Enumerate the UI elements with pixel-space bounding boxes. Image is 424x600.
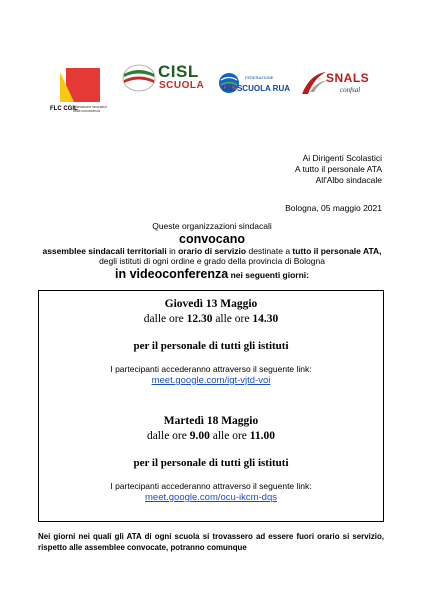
intro-text: destinate a [246, 245, 293, 256]
meeting-end-time: 14.30 [252, 313, 279, 325]
meeting-link[interactable]: meet.google.com/ocu-ikcm-dqs [145, 492, 277, 503]
footer-paragraph: Nei giorni nei quali gli ATA di ogni scuola si trovassero ad essere fuori orario si servizio, rispetto alle assemblee convocate, potranno comunque [38, 532, 384, 552]
flc-cgil-name: FLC CGIL [50, 106, 78, 112]
meeting-link-info: I partecipanti accederanno attraverso il seguente link: [110, 481, 312, 491]
meeting-audience: per il personale di tutti gli istituti [133, 457, 289, 469]
intro-paragraph [40, 221, 384, 281]
meeting-link-info: I partecipanti accederanno attraverso il seguente link: [110, 364, 312, 374]
meeting-block [39, 297, 383, 387]
addressee-line: Ai Dirigenti Scolastici [302, 153, 382, 163]
meeting-time-text: dalle ore [143, 313, 187, 325]
snals-subtitle: confsal [340, 86, 361, 94]
meeting-link[interactable]: meet.google.com/igt-vjtd-voi [151, 375, 271, 386]
flc-cgil-subtitle: federazione lavoratori della conoscenza [73, 105, 107, 113]
flc-cgil-mark-icon [60, 68, 100, 102]
meeting-day: Giovedì 13 Maggio [164, 298, 258, 310]
meeting-time-text: alle ore [209, 430, 250, 442]
snals-confsal-logo [300, 68, 380, 102]
intro-bold-text: orario di servizio [178, 245, 247, 256]
logos-row [0, 60, 424, 120]
meeting-block [39, 414, 383, 504]
uil-scuola-logo [218, 72, 298, 102]
flc-cgil-logo [50, 68, 120, 118]
intro-bold-text: tutto il personale ATA, [292, 245, 382, 256]
convocano-heading: convocano [179, 231, 245, 246]
snals-name: SNALS [326, 71, 370, 85]
meeting-end-time: 11.00 [249, 430, 276, 442]
intro-bold-text: nei seguenti giorni: [228, 269, 309, 280]
meeting-time [39, 429, 383, 443]
intro-body [40, 246, 384, 267]
meetings-box [38, 290, 384, 522]
uil-name: UIL SCUOLA RUA [222, 84, 290, 93]
intro-line: Queste organizzazioni sindacali [152, 221, 272, 231]
meeting-time-text: dalle ore [146, 430, 190, 442]
meeting-time-text: alle ore [212, 313, 253, 325]
document-date: Bologna, 05 maggio 2021 [285, 203, 382, 213]
intro-closing [40, 267, 384, 281]
intro-bold-text: assemblee sindacali territoriali [42, 245, 167, 256]
intro-text: in [166, 245, 179, 256]
addressee-line: All'Albo sindacale [315, 175, 382, 185]
cisl-name: CISL [158, 62, 199, 81]
addressee-line: A tutto il personale ATA [294, 164, 382, 174]
meeting-start-time: 9.00 [189, 430, 210, 442]
videoconference-highlight: in videoconferenza [115, 266, 229, 281]
intro-text: degli istituti di ogni ordine e grado della provincia di Bologna [99, 256, 325, 266]
addressees-block [295, 153, 382, 186]
meeting-audience: per il personale di tutti gli istituti [133, 340, 289, 352]
uil-federation-label: FEDERAZIONE [245, 75, 274, 80]
cisl-flag-icon [122, 64, 156, 92]
meeting-day: Martedì 18 Maggio [163, 415, 259, 427]
meeting-time [39, 312, 383, 326]
cisl-subtitle: SCUOLA [159, 80, 205, 91]
cisl-scuola-logo [122, 60, 214, 100]
meeting-start-time: 12.30 [186, 313, 213, 325]
